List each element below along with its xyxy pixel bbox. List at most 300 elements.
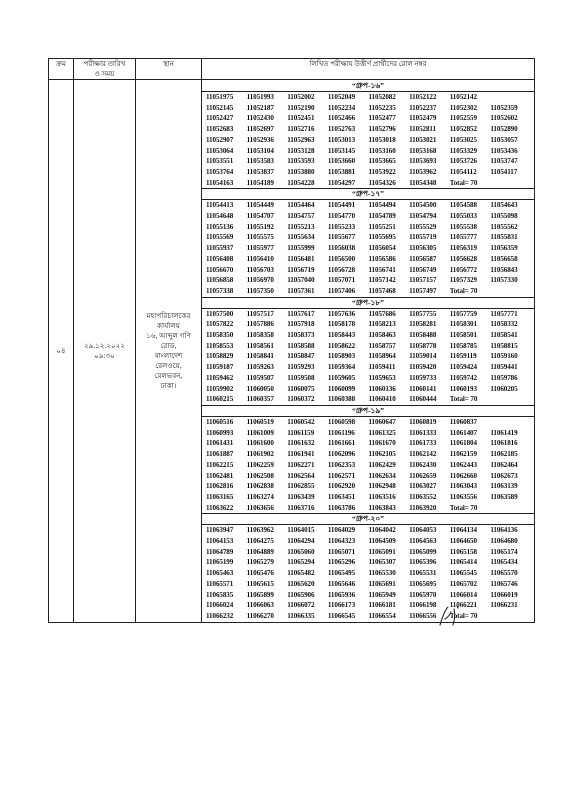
- roll-number: 11065936: [327, 590, 356, 599]
- roll-number: 11056670: [206, 265, 234, 274]
- roll-number: 11064650: [449, 537, 477, 546]
- place-lines: [138, 311, 199, 391]
- roll-number: 11052145: [206, 103, 234, 112]
- roll-number: 11061159: [287, 428, 315, 437]
- roll-number: 11062855: [287, 482, 315, 491]
- roll-group: [202, 406, 534, 514]
- roll-number: 11066014: [449, 590, 477, 599]
- table-header-row: [49, 59, 535, 80]
- roll-number: 11065906: [287, 590, 315, 599]
- roll-number: 11053436: [490, 146, 518, 155]
- roll-number: 11052683: [206, 125, 234, 134]
- group-title: “গ্রুপ-১৯”: [202, 406, 534, 417]
- roll-grid: [202, 200, 534, 296]
- roll-number: 11052234: [327, 103, 356, 112]
- roll-number: 11062185: [490, 450, 518, 459]
- roll-number: 11066270: [246, 611, 274, 620]
- roll-number: 11057500: [206, 309, 234, 318]
- roll-number: 11061333: [409, 428, 437, 437]
- roll-number: 11062659: [409, 471, 437, 480]
- roll-number: 11062920: [327, 482, 356, 491]
- roll-number: 11061431: [206, 439, 234, 448]
- roll-number: 11065570: [490, 569, 518, 578]
- roll-number: 11059508: [287, 373, 315, 382]
- roll-number: 11055937: [206, 244, 234, 253]
- roll-number: 11061009: [246, 428, 274, 437]
- roll-number: 11053160: [368, 146, 396, 155]
- roll-number: 11053583: [246, 157, 274, 166]
- roll-number: 11052359: [490, 103, 518, 112]
- roll-number: 11057517: [246, 309, 274, 318]
- roll-number: 11065970: [409, 590, 437, 599]
- roll-number: 11058829: [206, 352, 234, 361]
- roll-number: 11065531: [409, 569, 437, 578]
- roll-number: 11053168: [409, 146, 437, 155]
- roll-number: 11063139: [490, 482, 518, 491]
- roll-number: 11059786: [490, 373, 518, 382]
- roll-number: 11063589: [490, 492, 518, 501]
- roll-number: 11052936: [246, 135, 274, 144]
- roll-number: [490, 611, 531, 622]
- roll-number: 11056319: [449, 244, 477, 253]
- roll-number: 11065545: [449, 569, 477, 578]
- table-row: [49, 80, 535, 623]
- roll-number: 11064136: [490, 526, 518, 535]
- roll-number: 11062660: [449, 471, 477, 480]
- roll-number: 11064153: [206, 537, 234, 546]
- roll-number: 11058488: [409, 331, 437, 340]
- roll-number: 11065294: [287, 558, 315, 567]
- roll-number: 11063622: [206, 503, 234, 512]
- place-line: রোড,: [160, 341, 177, 350]
- roll-number: 11055192: [246, 222, 274, 231]
- header-place: স্থান: [136, 59, 202, 80]
- roll-number: 11060205: [490, 384, 518, 393]
- roll-number: 11062159: [449, 450, 477, 459]
- roll-number: 11064275: [246, 537, 274, 546]
- roll-number: 11065396: [409, 558, 437, 567]
- roll-number: 11062443: [449, 460, 477, 469]
- roll-number: 11055098: [490, 212, 518, 221]
- roll-number: 11058332: [490, 320, 518, 329]
- roll-number: 11053057: [490, 135, 518, 144]
- roll-number: 11054112: [449, 167, 477, 176]
- roll-number: 11063552: [409, 492, 437, 501]
- roll-number: 11052890: [490, 125, 518, 134]
- roll-grid: [202, 309, 534, 405]
- roll-number: 11053329: [449, 146, 477, 155]
- group-title: “গ্রুপ-১৬”: [202, 80, 534, 92]
- group-total: Total= 70: [449, 503, 478, 512]
- roll-number: 11057771: [490, 309, 518, 318]
- roll-number: 11055575: [246, 233, 274, 242]
- roll-grid: [202, 92, 534, 188]
- roll-number: 11053726: [449, 157, 477, 166]
- roll-number: 11056481: [287, 254, 315, 263]
- place-line: কার্যালয়: [157, 321, 180, 330]
- roll-group: [202, 514, 534, 621]
- roll-number: 11055251: [368, 222, 396, 231]
- roll-number: 11056749: [409, 265, 437, 274]
- roll-number: 11059733: [409, 373, 437, 382]
- roll-number: 11062571: [327, 471, 356, 480]
- roll-number: 11066231: [490, 601, 518, 610]
- roll-number: 11054348: [409, 178, 437, 187]
- roll-number: 11060193: [449, 384, 477, 393]
- roll-number: 11064015: [287, 526, 315, 535]
- roll-number: 11052716: [287, 125, 315, 134]
- roll-number: [490, 178, 531, 189]
- roll-number: 11061804: [449, 439, 477, 448]
- roll-number: 11065476: [246, 569, 274, 578]
- roll-number: 11066072: [287, 601, 315, 610]
- roll-number: 11057759: [449, 309, 477, 318]
- roll-number: 11062508: [246, 471, 274, 480]
- roll-number: 11052811: [409, 125, 436, 134]
- roll-number: 11055719: [409, 233, 437, 242]
- roll-number: 11056858: [206, 276, 234, 285]
- roll-number: 11053593: [287, 157, 315, 166]
- roll-number: 11052451: [287, 114, 315, 123]
- roll-number: 11061941: [287, 450, 315, 459]
- roll-grid: [202, 525, 534, 621]
- roll-number: 11061670: [368, 439, 396, 448]
- roll-number: 11062948: [368, 482, 396, 491]
- roll-number: 11065949: [368, 590, 396, 599]
- roll-number: 11053018: [368, 135, 396, 144]
- roll-number: 11055529: [409, 222, 437, 231]
- roll-number: 11056500: [327, 254, 356, 263]
- roll-number: 11055233: [327, 222, 356, 231]
- roll-number: 11056741: [368, 265, 396, 274]
- roll-number: 11066556: [409, 611, 437, 620]
- roll-number: 11057338: [206, 286, 234, 295]
- roll-number: 11062105: [368, 450, 396, 459]
- roll-number: 11059424: [449, 363, 477, 372]
- roll-number: [490, 286, 531, 297]
- roll-number: 11061902: [246, 450, 274, 459]
- roll-number: 11061600: [246, 439, 274, 448]
- roll-number: 11056410: [246, 254, 274, 263]
- roll-number: 11065746: [490, 579, 518, 588]
- roll-number: 11062353: [327, 460, 356, 469]
- roll-number: 11059187: [206, 363, 234, 372]
- roll-number: 11054297: [327, 178, 356, 187]
- roll-number: 11055562: [490, 222, 518, 231]
- roll-number: 11059420: [409, 363, 437, 372]
- roll-number: 11052187: [246, 103, 274, 112]
- roll-number: 11055977: [246, 244, 274, 253]
- roll-number: 11057918: [287, 320, 315, 329]
- exam-date: ২৯.১২.২০২২: [84, 341, 125, 350]
- roll-number: 11058841: [246, 352, 274, 361]
- roll-number: 11053764: [206, 167, 234, 176]
- roll-number: 11064889: [246, 547, 274, 556]
- roll-number: 11065571: [206, 579, 234, 588]
- exam-time: ০৯:৩০: [94, 351, 115, 360]
- roll-number: 11066024: [206, 601, 234, 610]
- roll-number: 11060357: [246, 395, 274, 404]
- roll-number: 11052466: [327, 114, 356, 123]
- group-title: “গ্রুপ-১৭”: [202, 189, 534, 200]
- roll-number: 11060050: [246, 384, 274, 393]
- roll-number: 11062838: [246, 482, 274, 491]
- roll-number: 11060819: [409, 417, 437, 426]
- roll-number: 11057329: [449, 276, 477, 285]
- roll-number: 11057157: [409, 276, 437, 285]
- roll-number: 11052602: [490, 114, 518, 123]
- roll-number: 11054500: [409, 201, 437, 210]
- roll-number: [490, 394, 531, 405]
- roll-number: 11054794: [409, 212, 437, 221]
- roll-number: 11052049: [327, 93, 356, 101]
- roll-number: 11065099: [409, 547, 437, 556]
- header-rolls: লিখিত পরীক্ষায় উত্তীর্ণ প্রার্থীদের রোল নম্বর: [202, 59, 535, 80]
- roll-number: 11051975: [206, 93, 234, 101]
- roll-number: 11065530: [368, 569, 396, 578]
- roll-number: 11059902: [206, 384, 234, 393]
- roll-number: [490, 417, 531, 428]
- roll-number: 11057617: [287, 309, 315, 318]
- roll-number: 11062096: [327, 450, 356, 459]
- roll-number: 11066181: [368, 601, 396, 610]
- place-cell: [136, 80, 202, 623]
- roll-number: 11063843: [368, 503, 396, 512]
- roll-number: 11063556: [449, 492, 477, 501]
- roll-number: 11058588: [287, 341, 315, 350]
- roll-group: [202, 298, 534, 406]
- roll-number: 11062634: [368, 471, 396, 480]
- roll-number: 11065158: [449, 547, 477, 556]
- roll-number: 11053013: [327, 135, 356, 144]
- roll-number: 11056359: [490, 244, 518, 253]
- roll-number: 11052002: [287, 93, 315, 101]
- roll-number: 11058301: [449, 320, 477, 329]
- roll-number: 11056587: [409, 254, 437, 263]
- roll-number: 11055831: [490, 233, 518, 242]
- header-datetime-line1: পরীক্ষার তারিখ: [83, 60, 126, 68]
- group-total: Total= 70: [449, 178, 478, 187]
- place-line: রেলভবন,: [154, 371, 183, 380]
- roll-number: 11056628: [449, 254, 477, 263]
- roll-number: 11065060: [287, 547, 315, 556]
- roll-number: 11060519: [246, 417, 274, 426]
- roll-number: 11058561: [246, 341, 274, 350]
- roll-number: 11061196: [327, 428, 355, 437]
- roll-number: 11057350: [246, 286, 274, 295]
- roll-number: 11058358: [246, 331, 274, 340]
- roll-number: 11057755: [409, 309, 437, 318]
- roll-number: 11056703: [246, 265, 274, 274]
- roll-number: 11064134: [449, 526, 477, 535]
- roll-number: 11065691: [368, 579, 396, 588]
- roll-number: 11058350: [206, 331, 234, 340]
- roll-number: 11059263: [246, 363, 274, 372]
- group-title: “গ্রুপ-১৮”: [202, 298, 534, 309]
- place-line: রেলওয়ে,: [155, 361, 182, 370]
- roll-number: 11064053: [409, 526, 437, 535]
- roll-number: 11060516: [206, 417, 234, 426]
- roll-number: 11065835: [206, 590, 234, 599]
- roll-number: 11055136: [206, 222, 234, 231]
- group-total: Total= 70: [449, 395, 478, 404]
- roll-number: 11061887: [206, 450, 234, 459]
- roll-number: 11054707: [246, 212, 274, 221]
- roll-number: 11052479: [409, 114, 437, 123]
- roll-number: 11060372: [287, 395, 315, 404]
- roll-number: 11056038: [327, 244, 356, 253]
- roll-number: 11063043: [449, 482, 477, 491]
- roll-number: 11057686: [368, 309, 396, 318]
- roll-number: 11058501: [449, 331, 477, 340]
- roll-number: 11058964: [368, 352, 396, 361]
- roll-number: 11058778: [409, 341, 437, 350]
- roll-number: 11066173: [327, 601, 356, 610]
- roll-group: [202, 80, 534, 189]
- roll-number: 11066221: [449, 601, 477, 610]
- datetime-cell: [74, 80, 136, 623]
- roll-number: 11059653: [368, 373, 396, 382]
- roll-number: 11059441: [490, 363, 518, 372]
- roll-number: 11054449: [246, 201, 274, 210]
- roll-number: 11066335: [287, 611, 315, 620]
- roll-number: 11060647: [368, 417, 396, 426]
- roll-number: 11065434: [490, 558, 518, 567]
- roll-group: [202, 189, 534, 297]
- roll-number: 11058847: [287, 352, 315, 361]
- roll-number: 11054326: [368, 178, 396, 187]
- roll-number: 11052907: [206, 135, 234, 144]
- roll-number: 11060075: [287, 384, 315, 393]
- roll-number: 11063716: [287, 503, 315, 512]
- roll-number: 11052963: [287, 135, 315, 144]
- roll-number: 11053837: [246, 167, 274, 176]
- roll-number: 11062259: [246, 460, 274, 469]
- roll-number: 11056970: [246, 276, 274, 285]
- roll-number: 11056719: [287, 265, 315, 274]
- roll-number: 11054228: [287, 178, 315, 187]
- roll-number: 11062564: [287, 471, 315, 480]
- roll-number: 11059293: [287, 363, 315, 372]
- roll-number: 11062430: [409, 460, 437, 469]
- roll-number: 11053025: [449, 135, 477, 144]
- roll-number: 11055569: [206, 233, 234, 242]
- roll-number: 11061419: [490, 428, 518, 437]
- roll-number: 11053922: [368, 167, 396, 176]
- header-serial: ক্রম: [49, 59, 74, 80]
- roll-number: 11065071: [327, 547, 356, 556]
- roll-number: 11058463: [368, 331, 396, 340]
- roll-number: 11056772: [449, 265, 477, 274]
- roll-number: 11052559: [449, 114, 477, 123]
- roll-number: 11054643: [490, 201, 518, 210]
- roll-number: 11064294: [287, 537, 315, 546]
- roll-number: 11063451: [327, 492, 356, 501]
- roll-number: 11063027: [409, 482, 437, 491]
- roll-number: 11055695: [368, 233, 396, 242]
- roll-number: 11064323: [327, 537, 356, 546]
- roll-number: 11058757: [368, 341, 396, 350]
- roll-number: 11057361: [287, 286, 315, 295]
- roll-number: 11065495: [327, 569, 356, 578]
- roll-number: 11052082: [368, 93, 396, 101]
- roll-number: 11059160: [490, 352, 518, 361]
- roll-number: 11054117: [490, 167, 518, 176]
- roll-number: 11061632: [287, 439, 315, 448]
- roll-number: [490, 92, 531, 103]
- place-line: বাংলাদেশ: [154, 351, 183, 360]
- roll-number: 11054770: [327, 212, 356, 221]
- roll-number: 11062673: [490, 471, 518, 480]
- roll-number: 11066063: [246, 601, 274, 610]
- roll-number: 11052763: [327, 125, 356, 134]
- roll-number: 11062215: [206, 460, 234, 469]
- roll-number: 11060141: [409, 384, 437, 393]
- roll-number: 11051993: [246, 93, 274, 101]
- roll-number: 11064509: [368, 537, 396, 546]
- roll-number: 11065199: [206, 558, 234, 567]
- roll-number: 11060993: [206, 428, 234, 437]
- roll-number: 11065482: [287, 569, 315, 578]
- roll-number: 11053693: [409, 157, 437, 166]
- roll-number: 11053665: [368, 157, 396, 166]
- roll-number: 11063947: [206, 526, 234, 535]
- roll-number: 11054413: [206, 201, 234, 210]
- roll-number: 11062142: [409, 450, 437, 459]
- roll-number: 11052852: [449, 125, 477, 134]
- roll-number: 11053104: [246, 146, 274, 155]
- roll-number: [490, 503, 531, 514]
- roll-number: 11060388: [327, 395, 356, 404]
- roll-number: 11053021: [409, 135, 437, 144]
- roll-number: 11057330: [490, 276, 518, 285]
- roll-number: 11058553: [206, 341, 234, 350]
- roll-number: 11063516: [368, 492, 396, 501]
- roll-number: 11053145: [327, 146, 356, 155]
- serial-cell: ০৪: [49, 80, 74, 623]
- roll-number: 11056054: [368, 244, 396, 253]
- roll-number: 11060837: [449, 417, 477, 426]
- roll-number: 11056586: [368, 254, 396, 263]
- roll-number: 11057886: [246, 320, 274, 329]
- roll-number: 11053064: [206, 146, 234, 155]
- roll-number: 11059742: [449, 373, 477, 382]
- roll-number: 11066198: [409, 601, 437, 610]
- roll-number: 11058785: [449, 341, 477, 350]
- roll-number: 11063274: [246, 492, 274, 501]
- roll-number: 11054163: [206, 178, 234, 187]
- roll-number: 11053881: [327, 167, 356, 176]
- roll-number: 11052122: [409, 93, 437, 101]
- roll-number: 11065307: [368, 558, 396, 567]
- roll-number: 11058443: [327, 331, 356, 340]
- roll-number: 11052796: [368, 125, 396, 134]
- roll-number: 11057497: [409, 286, 437, 295]
- roll-number: 11059411: [368, 363, 396, 372]
- roll-grid: [202, 417, 534, 513]
- roll-number: 11058815: [490, 341, 518, 350]
- roll-number: 11065620: [287, 579, 315, 588]
- roll-number: 11059462: [206, 373, 234, 382]
- roll-number: 11052430: [246, 114, 274, 123]
- group-title: “গ্রুপ-২০”: [202, 514, 534, 525]
- roll-number: 11054648: [206, 212, 234, 221]
- roll-number: 11055677: [327, 233, 356, 242]
- roll-number: 11054789: [368, 212, 396, 221]
- roll-number: 11063165: [206, 492, 234, 501]
- roll-number: 11058281: [409, 320, 437, 329]
- roll-number: 11061407: [449, 428, 477, 437]
